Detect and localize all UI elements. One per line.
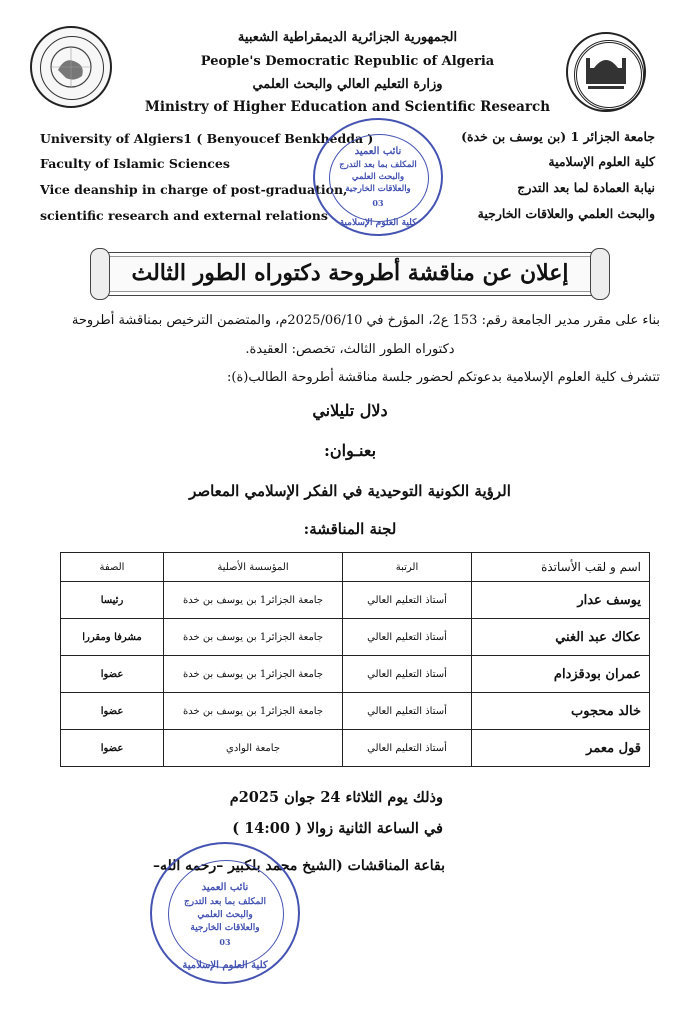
member-institution: جامعة الجزائر1 بن يوسف بن خدة — [164, 619, 343, 656]
announcement-title: إعلان عن مناقشة أطروحة دكتوراه الطور الثالث — [131, 260, 569, 286]
university-en: University of Algiers1 ( Benyoucef Benkhedda ) — [40, 131, 374, 146]
member-institution: جامعة الجزائر1 بن يوسف بن خدة — [164, 656, 343, 693]
vice-deanship-en-line1: Vice deanship in charge of post-graduation, — [40, 182, 348, 197]
university-ar: جامعة الجزائر 1 (بن يوسف بن خدة) — [461, 129, 655, 144]
stamp-line4: والعلاقات الخارجية — [345, 184, 411, 194]
student-name: دلال تليلاني — [312, 401, 388, 420]
vice-deanship-ar-line1: نيابة العمادة لما بعد التدرج — [517, 180, 655, 195]
member-name: عكاك عبد الغني — [472, 619, 650, 656]
university-logo-left — [30, 26, 112, 108]
committee-label: لجنة المناقشة: — [303, 520, 397, 538]
member-role: مشرفا ومقررا — [61, 619, 164, 656]
republic-en: People's Democratic Republic of Algeria — [200, 54, 495, 69]
header-rank: الرتبة — [343, 553, 472, 582]
table-row — [61, 693, 650, 730]
official-stamp-bottom — [150, 842, 300, 984]
ministry-en: Ministry of Higher Education and Scientific Research — [144, 99, 551, 115]
jury-table-header — [61, 553, 650, 582]
title-banner — [90, 248, 610, 300]
member-name: عمران بودقزدام — [472, 656, 650, 693]
university-logo-right — [566, 32, 646, 112]
member-rank: أستاذ التعليم العالي — [343, 693, 472, 730]
stamp-line1: نائب العميد — [354, 146, 402, 157]
header-role: الصفة — [61, 553, 164, 582]
table-row — [61, 619, 650, 656]
member-role: عضوا — [61, 656, 164, 693]
stamp-bottom: كلية العلوم الإسلامية — [339, 218, 417, 228]
intro-line1: بناء على مقرر مدير الجامعة رقم: 153 ع2، المؤرخ في 2025/06/10م، والمتضمن الترخيص بمناقشة أطروحة — [71, 313, 660, 328]
member-role: عضوا — [61, 730, 164, 767]
member-rank: أستاذ التعليم العالي — [343, 582, 472, 619]
vice-deanship-ar-line2: والبحث العلمي والعلاقات الخارجية — [477, 206, 655, 221]
member-institution: جامعة الجزائر1 بن يوسف بن خدة — [164, 693, 343, 730]
member-rank: أستاذ التعليم العالي — [343, 619, 472, 656]
member-role: عضوا — [61, 693, 164, 730]
faculty-ar: كلية العلوم الإسلامية — [548, 154, 655, 169]
defense-place: بقاعة المناقشات (الشيخ محمد بلكبير –رحمه الله– — [153, 858, 445, 874]
stamp-number: 03 — [219, 937, 231, 947]
intro-line2: دكتوراه الطور الثالث، تخصص: العقيدة. — [245, 342, 455, 357]
mosque-emblem-icon — [566, 32, 646, 112]
defense-date: وذلك يوم الثلاثاء 24 جوان 2025م — [229, 789, 443, 806]
official-stamp-top — [313, 118, 443, 236]
republic-ar: الجمهورية الجزائرية الديمقراطية الشعبية — [237, 30, 458, 45]
defense-time: في الساعة الثانية زوالا ( 14:00 ) — [232, 820, 443, 837]
member-name: قول معمر — [472, 730, 650, 767]
member-name: يوسف عدار — [472, 582, 650, 619]
member-institution: جامعة الوادي — [164, 730, 343, 767]
stamp-line3: والبحث العلمي — [197, 910, 253, 920]
stamp-bottom: كلية العلوم الإسلامية — [182, 960, 268, 971]
globe-emblem-icon — [30, 26, 112, 108]
member-name: خالد محجوب — [472, 693, 650, 730]
member-rank: أستاذ التعليم العالي — [343, 730, 472, 767]
member-institution: جامعة الجزائر1 بن يوسف بن خدة — [164, 582, 343, 619]
table-row — [61, 582, 650, 619]
stamp-line4: والعلاقات الخارجية — [190, 923, 260, 933]
thesis-title: الرؤية الكونية التوحيدية في الفكر الإسلامي المعاصر — [189, 482, 511, 500]
table-row — [61, 730, 650, 767]
header-name: اسم و لقب الأساتذة — [472, 553, 650, 582]
vice-deanship-en-line2: scientific research and external relations — [40, 208, 328, 223]
stamp-line1: نائب العميد — [201, 882, 249, 893]
stamp-line2: المكلف بما بعد التدرج — [184, 897, 266, 907]
member-rank: أستاذ التعليم العالي — [343, 656, 472, 693]
header-institution: المؤسسة الأصلية — [164, 553, 343, 582]
table-row — [61, 656, 650, 693]
faculty-en: Faculty of Islamic Sciences — [40, 156, 230, 171]
jury-table — [60, 552, 650, 767]
stamp-line3: والبحث العلمي — [351, 172, 405, 182]
ministry-ar: وزارة التعليم العالي والبحث العلمي — [252, 77, 443, 92]
stamp-line2: المكلف بما بعد التدرج — [339, 160, 417, 170]
invitation-line: تتشرف كلية العلوم الإسلامية بدعوتكم لحضور جلسة مناقشة أطروحة الطالب(ة): — [227, 370, 660, 385]
stamp-number: 03 — [372, 198, 384, 208]
member-role: رئيسا — [61, 582, 164, 619]
thesis-title-label: بعنـوان: — [323, 441, 377, 460]
